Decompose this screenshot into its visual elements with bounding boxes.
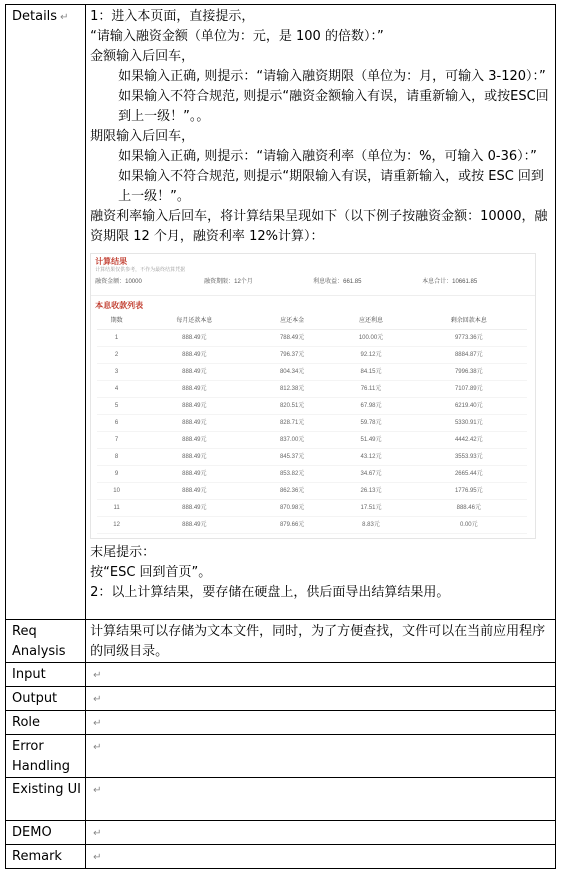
schedule-cell: 845.37元 [253, 449, 332, 466]
row-role [6, 711, 556, 735]
divider [91, 295, 535, 296]
row-output [6, 687, 556, 711]
schedule-cell: 837.00元 [253, 432, 332, 449]
schedule-cell: 34.67元 [332, 466, 411, 483]
schedule-cell: 888.49元 [136, 466, 253, 483]
row-remark [6, 845, 556, 869]
row-req-analysis [6, 620, 556, 663]
details-line-12: 2：以上计算结果，要存储在硬盘上，供后面导出结算结果用。 [90, 585, 450, 600]
schedule-cell: 888.49元 [136, 347, 253, 364]
schedule-cell: 888.49元 [136, 432, 253, 449]
schedule-cell: 12 [97, 517, 136, 534]
schedule-cell: 10 [97, 483, 136, 500]
schedule-row [97, 466, 527, 483]
schedule-cell: 8.83元 [332, 517, 411, 534]
schedule-cell: 9 [97, 466, 136, 483]
summary-interest: 利息收益：661.85 [313, 279, 362, 285]
schedule-cell: 853.82元 [253, 466, 332, 483]
details-line-9: 融资利率输入后回车，将计算结果呈现如下（以下例子按融资金额：10000，融资期限 12 个月，融资利率 12%计算）： [90, 209, 548, 244]
schedule-row [97, 432, 527, 449]
row-existing-ui [6, 778, 556, 821]
row-error-handling [6, 735, 556, 778]
schedule-row [97, 330, 527, 347]
details-line-6: 期限输入后回车， [90, 129, 195, 144]
schedule-cell: 3553.93元 [410, 449, 527, 466]
details-line-7: 如果输入正确, 则提示：“请输入融资利率（单位为：%，可输入 0-36）：” [118, 149, 537, 164]
schedule-row [97, 381, 527, 398]
schedule-cell: 4 [97, 381, 136, 398]
details-line-5: 如果输入不符合规范, 则提示“融资金额输入有误，请重新输入，或按ESC回到上一级！”。。 [118, 89, 549, 124]
schedule-header-cell: 应还本金 [253, 313, 332, 330]
label-error-handling: Error Handling [6, 735, 86, 778]
label-existing-ui: Existing UI [6, 778, 86, 821]
details-line-1: 1：进入本页面，直接提示， [90, 9, 255, 24]
schedule-cell: 3 [97, 364, 136, 381]
error-handling-content: ↵ [86, 735, 556, 778]
calc-result-screenshot [90, 253, 536, 539]
schedule-header-cell: 期数 [97, 313, 136, 330]
schedule-cell: 888.49元 [136, 415, 253, 432]
schedule-cell: 820.51元 [253, 398, 332, 415]
schedule-cell: 2665.44元 [410, 466, 527, 483]
schedule-cell: 26.13元 [332, 483, 411, 500]
schedule-row [97, 415, 527, 432]
schedule-cell: 4442.42元 [410, 432, 527, 449]
schedule-row [97, 398, 527, 415]
schedule-table [97, 313, 527, 534]
schedule-cell: 870.98元 [253, 500, 332, 517]
schedule-cell: 0.00元 [410, 517, 527, 534]
label-req-analysis: Req Analysis [6, 620, 86, 663]
schedule-cell: 59.78元 [332, 415, 411, 432]
schedule-cell: 5 [97, 398, 136, 415]
schedule-cell: 7 [97, 432, 136, 449]
schedule-cell: 888.46元 [410, 500, 527, 517]
schedule-cell: 828.71元 [253, 415, 332, 432]
schedule-cell: 862.36元 [253, 483, 332, 500]
output-content: ↵ [86, 687, 556, 711]
remark-content: ↵ [86, 845, 556, 869]
input-content: ↵ [86, 663, 556, 687]
schedule-cell: 879.66元 [253, 517, 332, 534]
schedule-cell: 8884.87元 [410, 347, 527, 364]
summary-term: 融资期限：12个月 [204, 279, 253, 285]
details-content [86, 5, 556, 620]
schedule-cell: 51.49元 [332, 432, 411, 449]
schedule-cell: 888.49元 [136, 381, 253, 398]
demo-content: ↵ [86, 821, 556, 845]
schedule-row [97, 517, 527, 534]
schedule-title: 本息收款列表 [95, 301, 144, 310]
role-content: ↵ [86, 711, 556, 735]
schedule-cell: 1 [97, 330, 136, 347]
label-details: Details ↵ [6, 5, 86, 620]
label-remark: Remark [6, 845, 86, 869]
schedule-cell: 84.15元 [332, 364, 411, 381]
schedule-body [97, 330, 527, 534]
details-line-2: “请输入融资金额（单位为：元，是 100 的倍数）：” [90, 29, 384, 44]
row-demo [6, 821, 556, 845]
schedule-cell: 76.11元 [332, 381, 411, 398]
schedule-cell: 804.34元 [253, 364, 332, 381]
row-input [6, 663, 556, 687]
schedule-cell: 11 [97, 500, 136, 517]
schedule-cell: 788.49元 [253, 330, 332, 347]
schedule-cell: 6219.40元 [410, 398, 527, 415]
label-demo: DEMO [6, 821, 86, 845]
schedule-cell: 6 [97, 415, 136, 432]
schedule-cell: 2 [97, 347, 136, 364]
schedule-cell: 812.38元 [253, 381, 332, 398]
schedule-cell: 5330.91元 [410, 415, 527, 432]
details-line-11: 按“ESC 回到首页”。 [90, 565, 212, 580]
schedule-cell: 888.49元 [136, 483, 253, 500]
summary-total: 本息合计：10661.85 [422, 279, 478, 285]
schedule-row [97, 500, 527, 517]
spec-table [5, 4, 556, 869]
summary-amount: 融资金额：10000 [95, 279, 142, 285]
schedule-header-row [97, 313, 527, 330]
schedule-cell: 7996.38元 [410, 364, 527, 381]
schedule-row [97, 483, 527, 500]
schedule-cell: 888.49元 [136, 500, 253, 517]
schedule-row [97, 449, 527, 466]
details-line-3: 金额输入后回车， [90, 49, 195, 64]
details-line-4: 如果输入正确, 则提示：“请输入融资期限（单位为：月，可输入 3-120）：” [118, 69, 546, 84]
schedule-row [97, 364, 527, 381]
schedule-cell: 100.00元 [332, 330, 411, 347]
schedule-cell: 67.98元 [332, 398, 411, 415]
label-output: Output [6, 687, 86, 711]
calc-result-subtitle: 计算结果仅供参考，不作为最终结算凭据 [95, 267, 186, 273]
schedule-cell: 9773.36元 [410, 330, 527, 347]
schedule-cell: 888.49元 [136, 330, 253, 347]
label-input: Input [6, 663, 86, 687]
schedule-header-cell: 剩余回款本息 [410, 313, 527, 330]
req-analysis-content: 计算结果可以存储为文本文件，同时，为了方便查找，文件可以在当前应用程序的同级目录。 [86, 620, 556, 663]
existing-ui-content: ↵ [86, 778, 556, 821]
row-details [6, 5, 556, 620]
schedule-cell: 92.12元 [332, 347, 411, 364]
calc-summary [91, 274, 535, 293]
schedule-cell: 888.49元 [136, 517, 253, 534]
schedule-header-cell: 应还利息 [332, 313, 411, 330]
details-line-10: 末尾提示： [90, 545, 156, 560]
schedule-cell: 888.49元 [136, 364, 253, 381]
schedule-cell: 1776.95元 [410, 483, 527, 500]
schedule-cell: 888.49元 [136, 398, 253, 415]
schedule-cell: 888.49元 [136, 449, 253, 466]
label-role: Role [6, 711, 86, 735]
schedule-cell: 17.51元 [332, 500, 411, 517]
schedule-row [97, 347, 527, 364]
schedule-cell: 796.37元 [253, 347, 332, 364]
details-line-8: 如果输入不符合规范, 则提示“期限输入有误，请重新输入，或按 ESC 回到上一级！”。 [118, 169, 544, 204]
details-blank-line [90, 603, 551, 619]
calc-result-title: 计算结果 [95, 257, 128, 266]
schedule-cell: 8 [97, 449, 136, 466]
schedule-cell: 43.12元 [332, 449, 411, 466]
schedule-cell: 7107.89元 [410, 381, 527, 398]
schedule-header-cell: 每月还款本息 [136, 313, 253, 330]
